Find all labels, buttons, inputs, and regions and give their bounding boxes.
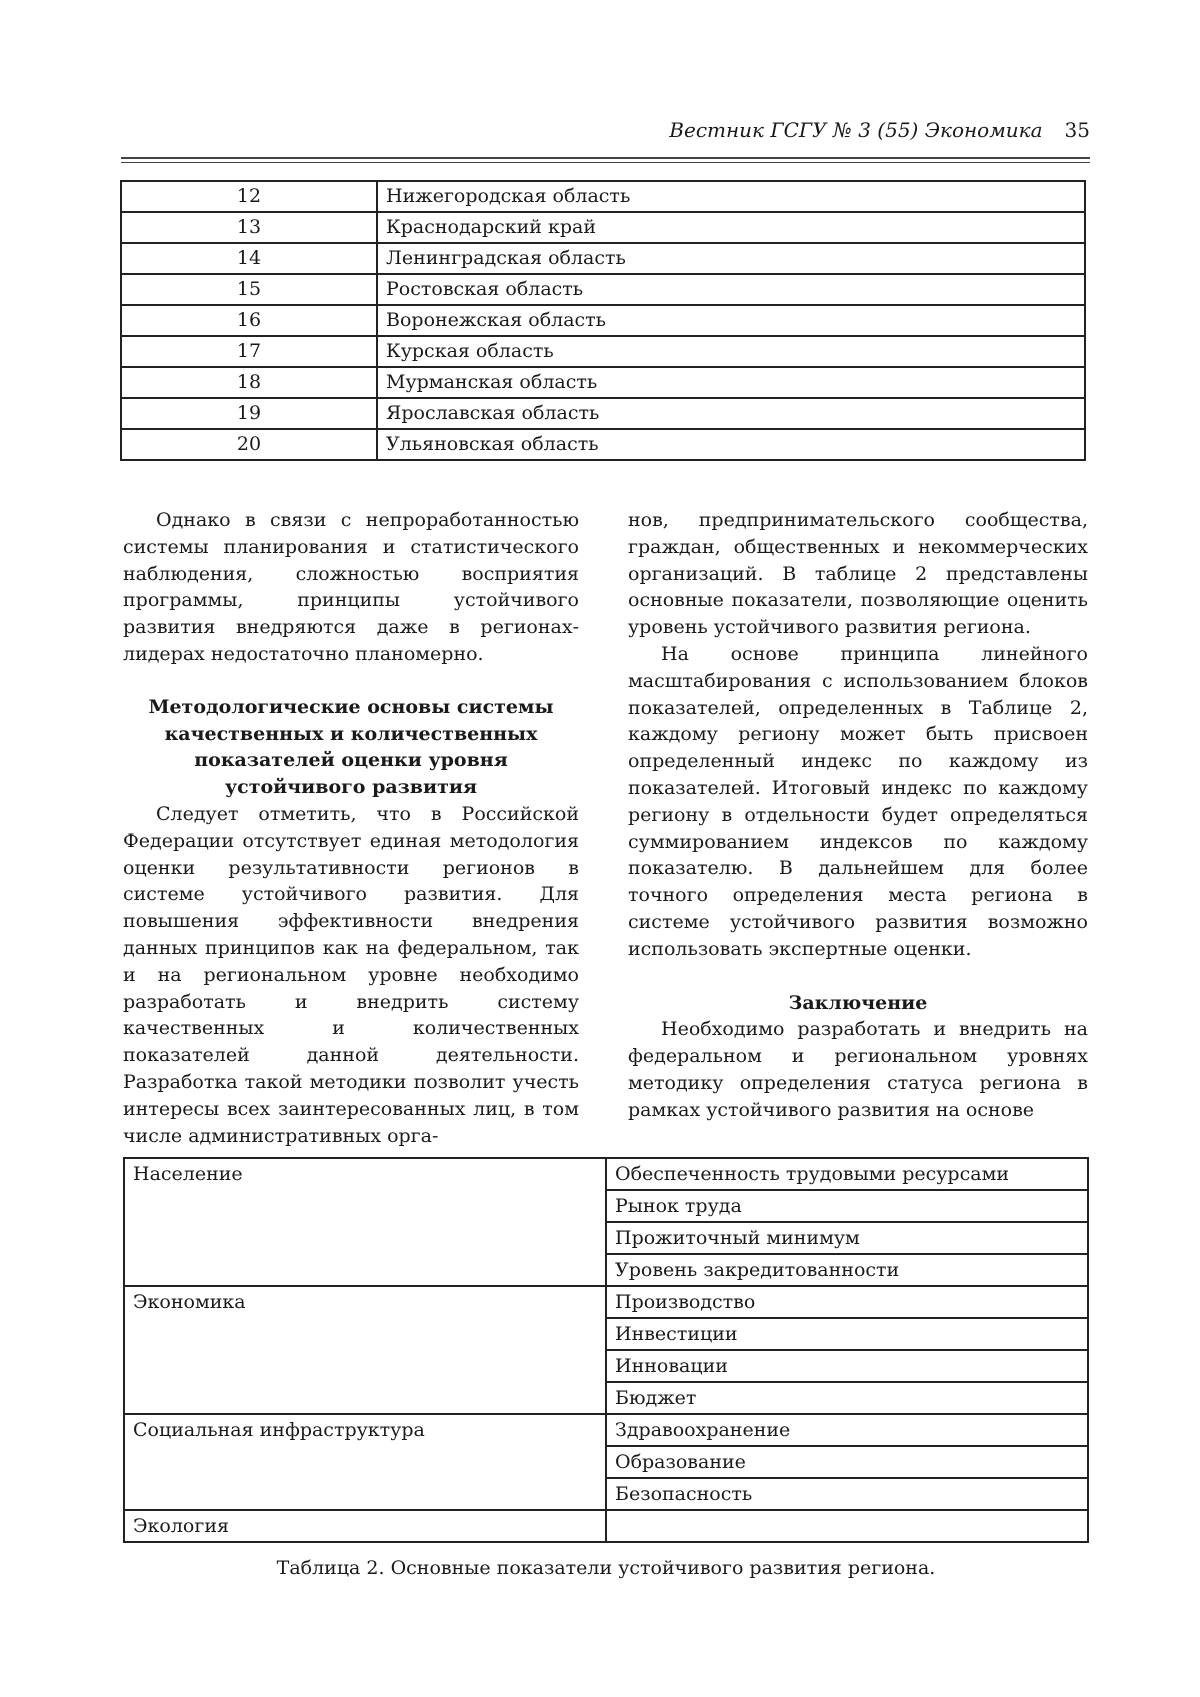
indicator-cell: Здравоохранение bbox=[606, 1414, 1088, 1446]
rank-cell: 15 bbox=[121, 274, 377, 305]
rank-cell: 12 bbox=[121, 181, 377, 212]
table-row bbox=[124, 1510, 1088, 1542]
category-cell: Экология bbox=[124, 1510, 606, 1542]
category-cell: Население bbox=[124, 1158, 606, 1286]
table-row bbox=[121, 398, 1085, 429]
table-row bbox=[121, 429, 1085, 460]
table-row bbox=[121, 243, 1085, 274]
region-cell: Ленинградская область bbox=[377, 243, 1085, 274]
indicator-cell: Инвестиции bbox=[606, 1318, 1088, 1350]
running-header bbox=[600, 118, 1090, 142]
indicator-cell: Уровень закредитованности bbox=[606, 1254, 1088, 1286]
indicator-cell: Производство bbox=[606, 1286, 1088, 1318]
body-paragraph: Необходимо разработать и внедрить на федеральном и региональном уровнях методику определения статуса региона в рамках устойчивого развития на основе bbox=[628, 1018, 1088, 1121]
indicator-cell: Обеспеченность трудовыми ресурсами bbox=[606, 1158, 1088, 1190]
indicator-cell: Инновации bbox=[606, 1350, 1088, 1382]
indicator-cell: Образование bbox=[606, 1446, 1088, 1478]
rank-cell: 19 bbox=[121, 398, 377, 429]
table-row bbox=[124, 1414, 1088, 1446]
region-cell: Ростовская область bbox=[377, 274, 1085, 305]
rank-cell: 18 bbox=[121, 367, 377, 398]
header-rule-thin bbox=[121, 162, 1090, 163]
journal-title: Вестник ГСГУ № 3 (55) Экономика bbox=[669, 118, 1043, 142]
section-heading: Методологические основы системы качественных и количественных показателей оценки уровня устойчивого развития bbox=[148, 695, 554, 799]
indicator-cell: Безопасность bbox=[606, 1478, 1088, 1510]
rank-cell: 17 bbox=[121, 336, 377, 367]
region-cell: Воронежская область bbox=[377, 305, 1085, 336]
body-paragraph: Однако в связи с непроработанностью системы планирования и статистического наблюдения, сложностью восприятия программы, принципы устойчивого развития внедряются даже в регионах-лидерах недостаточно планомерно. bbox=[123, 509, 579, 665]
page-number: 35 bbox=[1064, 118, 1090, 142]
indicator-cell: Прожиточный минимум bbox=[606, 1222, 1088, 1254]
rank-cell: 20 bbox=[121, 429, 377, 460]
table-caption: Таблица 2. Основные показатели устойчивого развития региона. bbox=[276, 1557, 936, 1579]
region-cell: Мурманская область bbox=[377, 367, 1085, 398]
region-cell: Краснодарский край bbox=[377, 212, 1085, 243]
region-cell: Ульяновская область bbox=[377, 429, 1085, 460]
regions-table bbox=[120, 180, 1086, 461]
right-column bbox=[628, 507, 1088, 1124]
table-row bbox=[121, 336, 1085, 367]
table-row bbox=[121, 212, 1085, 243]
indicator-cell: Рынок труда bbox=[606, 1190, 1088, 1222]
table-row bbox=[121, 274, 1085, 305]
rank-cell: 14 bbox=[121, 243, 377, 274]
table-row bbox=[124, 1286, 1088, 1318]
table-row bbox=[124, 1158, 1088, 1190]
table-row bbox=[121, 181, 1085, 212]
table-row bbox=[121, 367, 1085, 398]
category-cell: Социальная инфраструктура bbox=[124, 1414, 606, 1510]
body-paragraph: На основе принципа линейного масштабирования с использованием блоков показателей, определенных в Таблице 2, каждому региону может быть присвоен определенный индекс по каждому из показателей. Итоговый индекс по каждому региону в отдельности будет определяться суммированием индексов по каждому показателю. В дальнейшем для более точного определения места региона в системе устойчивого развития возможно использовать экспертные оценки. bbox=[628, 642, 1088, 960]
conclusion-heading: Заключение bbox=[788, 991, 928, 1014]
rank-cell: 16 bbox=[121, 305, 377, 336]
indicator-cell bbox=[606, 1510, 1088, 1542]
indicator-cell: Бюджет bbox=[606, 1382, 1088, 1414]
rank-cell: 13 bbox=[121, 212, 377, 243]
category-cell: Экономика bbox=[124, 1286, 606, 1414]
header-rule-thick bbox=[121, 157, 1090, 159]
region-cell: Курская область bbox=[377, 336, 1085, 367]
region-cell: Нижегородская область bbox=[377, 181, 1085, 212]
left-column bbox=[123, 507, 579, 1149]
indicators-table bbox=[123, 1157, 1089, 1543]
body-paragraph: Следует отметить, что в Российской Федерации отсутствует единая методология оценки результативности регионов в системе устойчивого развития. Для повышения эффективности внедрения данных принципов как на федеральном, так и на региональном уровне необходимо разработать и внедрить систему качественных и количественных показателей данной деятельности. Разработка такой методики позволит учесть интересы всех заинтересованных лиц, в том числе административных орга- bbox=[123, 802, 579, 1147]
body-paragraph: нов, предпринимательского сообщества, граждан, общественных и некоммерческих организаций. В таблице 2 представлены основные показатели, позволяющие оценить уровень устойчивого развития региона. bbox=[628, 509, 1088, 639]
region-cell: Ярославская область bbox=[377, 398, 1085, 429]
table-row bbox=[121, 305, 1085, 336]
